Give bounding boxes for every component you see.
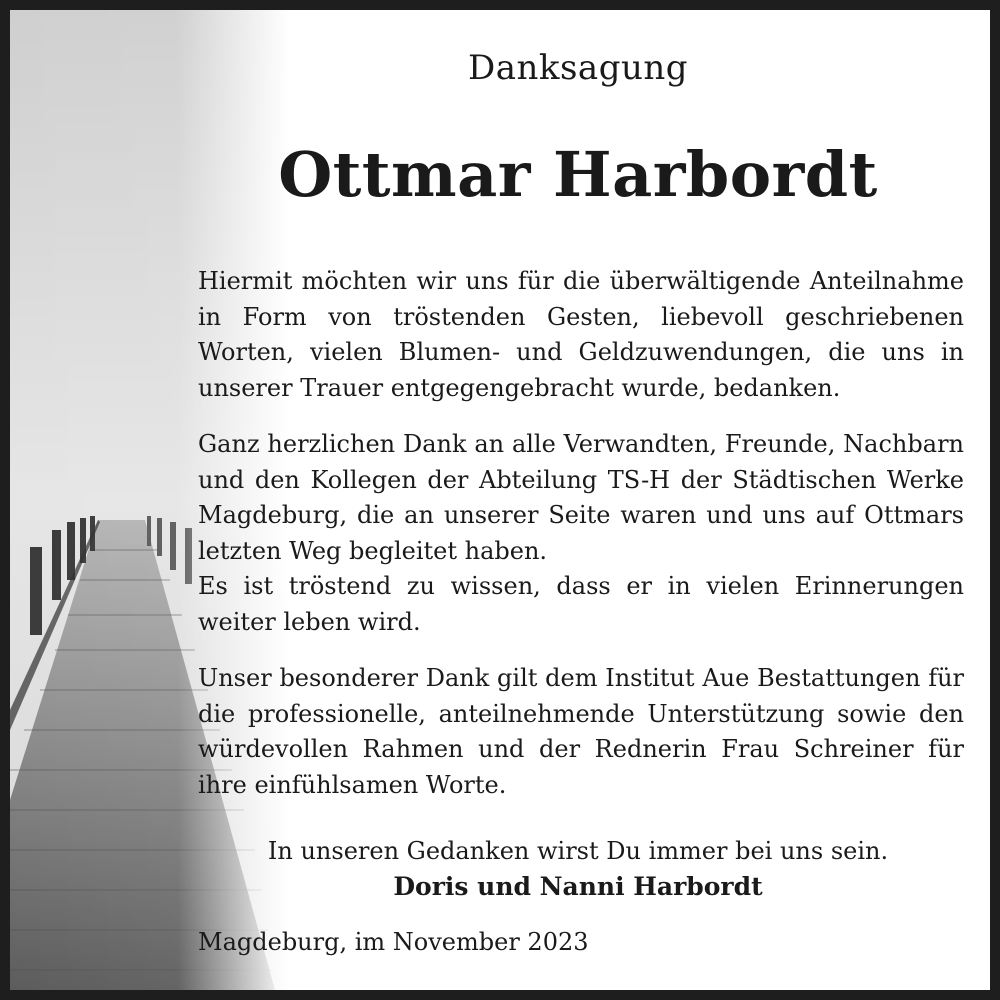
notice-kicker: Danksagung: [467, 48, 689, 88]
paragraph-2-part-1: Ganz herzlichen Dank an alle Verwandten, Freunde, Nachbarn und den Kollegen der Abteilung TS-H der Städtischen Werke Magdeburg, die an unserer Seite waren und uns auf Ottmars letzten Weg begleitet haben.: [198, 430, 964, 565]
signers: Doris und Nanni Harbordt: [393, 872, 763, 901]
deceased-name: Ottmar Harbordt: [278, 138, 878, 211]
paragraph-2: [198, 427, 964, 640]
closing-line: In unseren Gedanken wirst Du immer bei uns sein.: [267, 837, 889, 865]
closing-block: [188, 834, 968, 905]
paragraph-2-part-2: Es ist tröstend zu wissen, dass er in vielen Erinnerungen weiter leben wird.: [198, 572, 964, 636]
paragraph-1: Hiermit möchten wir uns für die überwältigende Anteilnahme in Form von tröstenden Gesten, liebevoll geschriebenen Worten, vielen Blumen- und Geldzuwendungen, die uns in unserer Trauer entgegengebracht wurde, bedanken.: [198, 267, 964, 402]
place-date: Magdeburg, im November 2023: [198, 928, 589, 956]
notice-body: [198, 264, 964, 824]
paragraph-3: Unser besonderer Dank gilt dem Institut Aue Bestattungen für die professionelle, anteilnehmende Unterstützung sowie den würdevollen Rahmen und der Rednerin Frau Schreiner für ihre einfühlsamen Worte.: [198, 664, 964, 799]
